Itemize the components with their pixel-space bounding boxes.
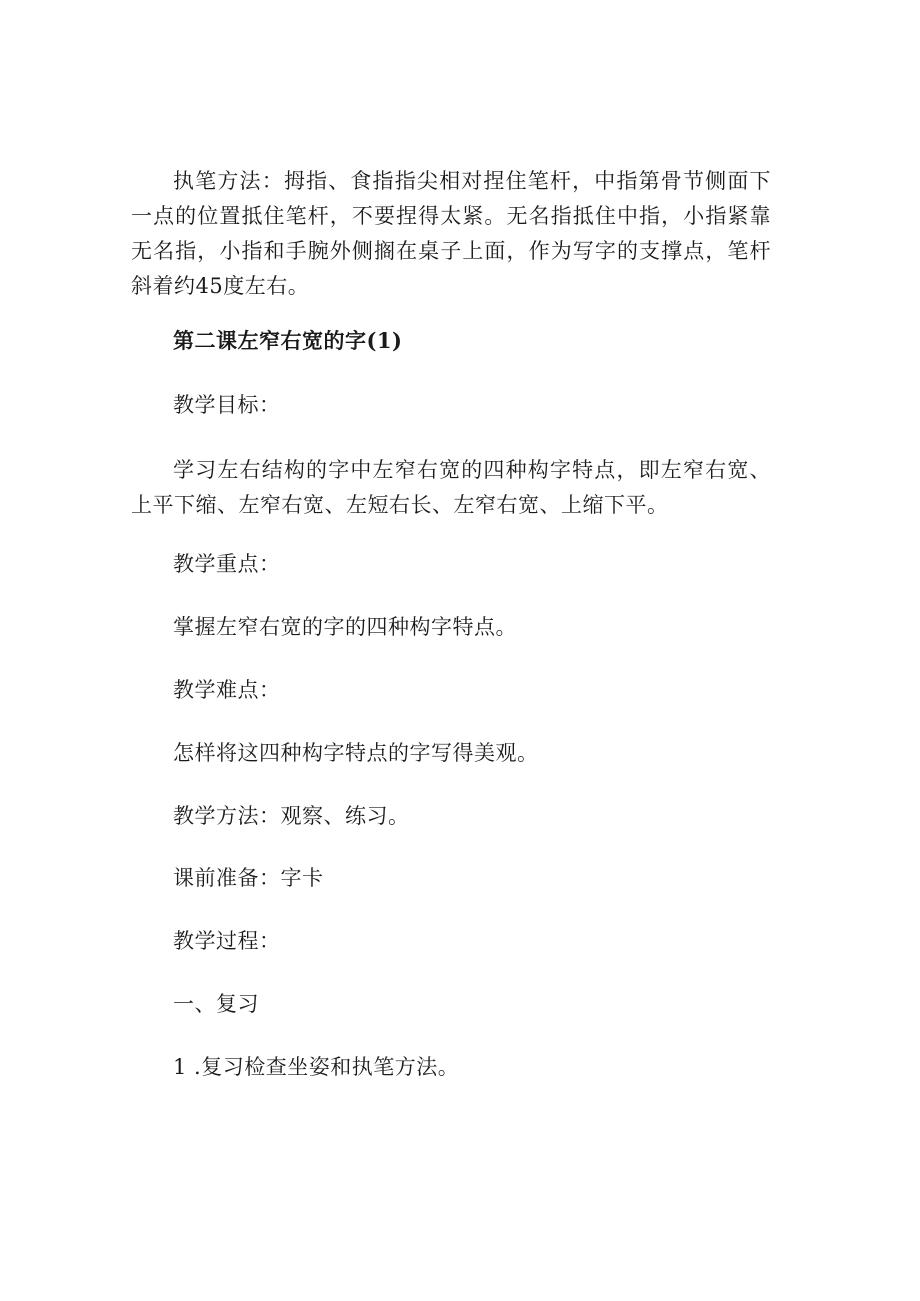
key-point-heading: 教学重点： [173, 552, 281, 576]
lesson-title: 第二课左窄右宽的字(1) [173, 328, 403, 353]
review-item-one: 1 .复习检查坐姿和执笔方法。 [173, 1055, 460, 1079]
process-heading: 教学过程： [173, 929, 281, 953]
preparation-text: 课前准备：字卡 [173, 866, 324, 890]
grip-method-paragraph: 执笔方法：拇指、食指指尖相对捏住笔杆，中指第骨节侧面下一点的位置抵住笔杆，不要捏得太紧。无名指抵住中指，小指紧靠无名指，小指和手腕外侧搁在桌子上面，作为写字的支撑点，笔杆斜着约45度左右。 [131, 169, 771, 298]
difficulty-heading: 教学难点： [173, 678, 281, 702]
key-point-text: 掌握左窄右宽的字的四种构字特点。 [173, 615, 517, 639]
objective-paragraph: 学习左右结构的字中左窄右宽的四种构字特点，即左窄右宽、上平下缩、左窄右宽、左短右长、左窄右宽、上缩下平。 [131, 458, 771, 517]
objective-heading: 教学目标： [173, 393, 281, 417]
difficulty-text: 怎样将这四种构字特点的字写得美观。 [173, 741, 539, 765]
teaching-method-text: 教学方法：观察、练习。 [173, 804, 410, 828]
section-one-heading: 一、复习 [173, 992, 259, 1016]
